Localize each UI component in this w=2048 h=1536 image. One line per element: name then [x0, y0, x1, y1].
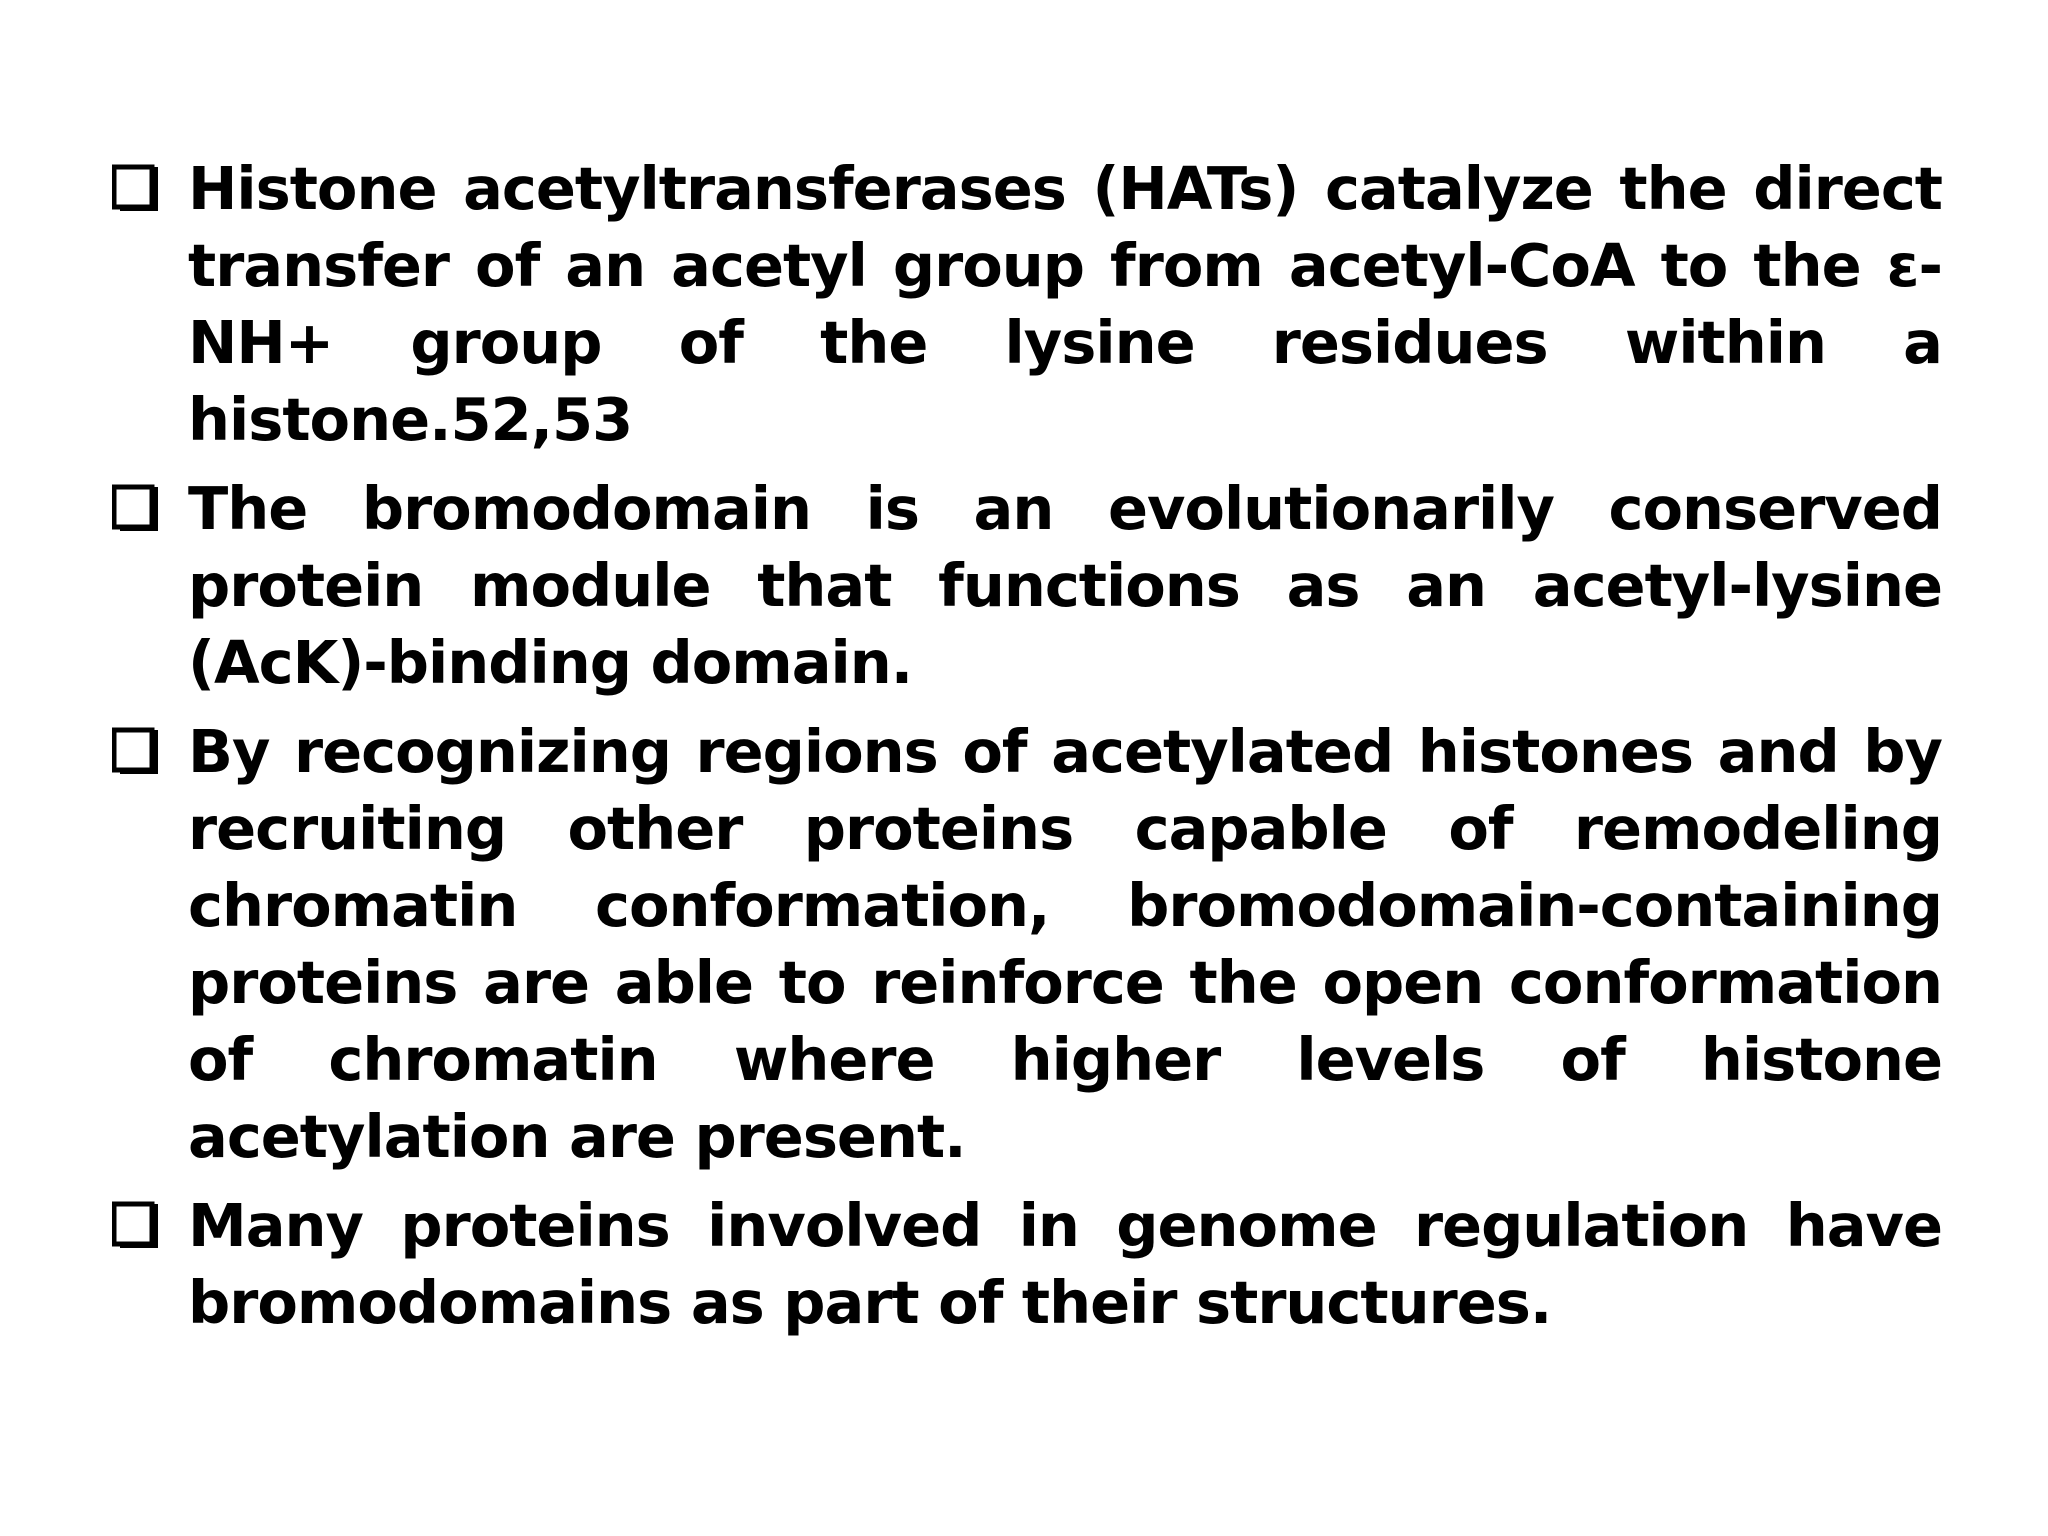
checkbox-square-icon: [112, 1201, 160, 1251]
bullet-text: Histone acetyltransferases (HATs) catalyze the direct transfer of an acetyl group from acetyl-CoA to the ε-NH+ group of the lysine residues within a histone.52,53: [188, 154, 1942, 454]
bullet-item: [112, 150, 1942, 458]
checkbox-square-icon: [112, 727, 160, 777]
bullet-text: By recognizing regions of acetylated histones and by recruiting other proteins capable of remodeling chromatin conformation, bromodomain-containing proteins are able to reinforce the open conformation of chromatin where higher levels of histone acetylation are present.: [188, 717, 1942, 1171]
checkbox-square-icon: [112, 164, 160, 214]
bullet-item: [112, 470, 1942, 701]
bullet-text: Many proteins involved in genome regulation have bromodomains as part of their structures.: [188, 1191, 1942, 1337]
bullet-list: [112, 150, 1942, 1353]
bullet-text: The bromodomain is an evolutionarily conserved protein module that functions as an acetyl-lysine (AcK)-binding domain.: [188, 474, 1942, 697]
checkbox-square-icon: [112, 484, 160, 534]
bullet-item: [112, 1187, 1942, 1341]
bullet-item: [112, 713, 1942, 1175]
